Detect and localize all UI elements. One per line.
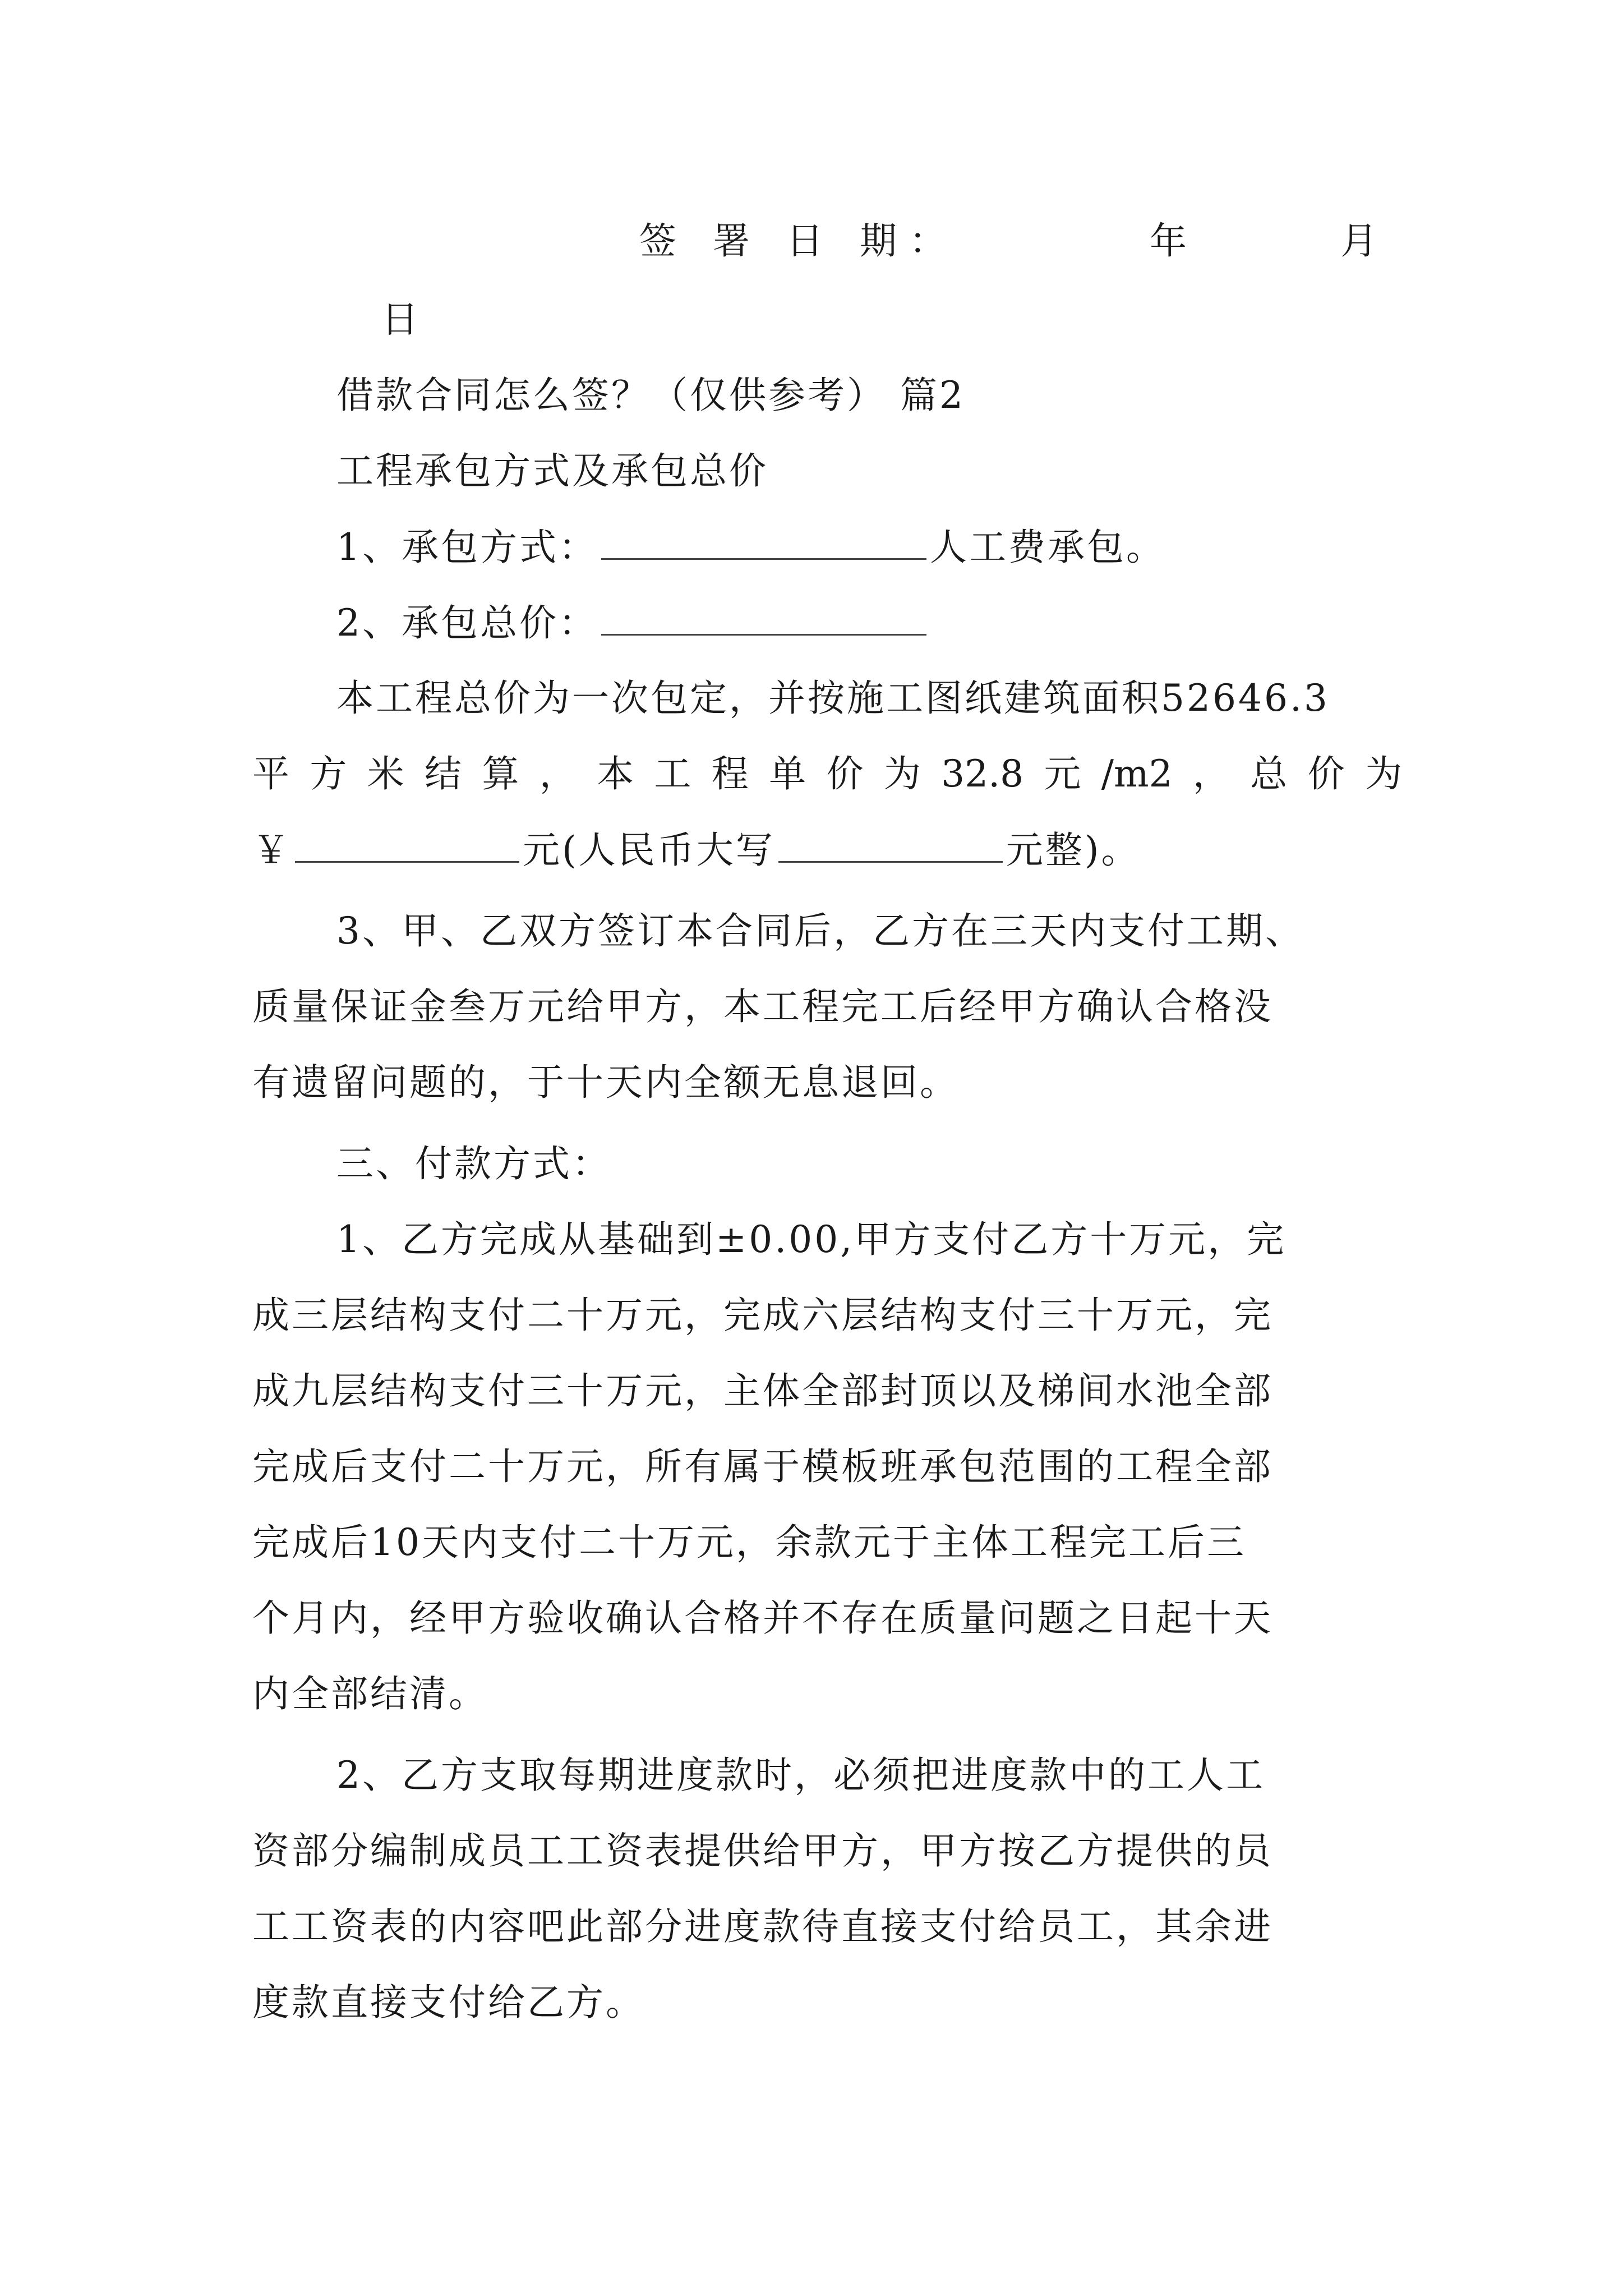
justified-word: 工 <box>654 752 691 795</box>
justified-word: 程 <box>711 752 749 795</box>
justified-word: 为 <box>1364 752 1402 795</box>
paragraph-deposit-line: 质量保证金叁万元给甲方，本工程完工后经甲方确认合格没 <box>252 985 1273 1028</box>
justified-word: 价 <box>826 752 864 795</box>
paragraph-progress-payment-line: 度款直接支付给乙方。 <box>252 1981 645 2024</box>
justified-word: /m2 <box>1101 752 1173 795</box>
signature-year-label: 年 <box>1150 219 1187 263</box>
justified-word: ， <box>1192 752 1230 795</box>
document-heading: 借款合同怎么签？（仅供参考） 篇2 <box>336 374 965 417</box>
justified-word: ， <box>539 752 577 795</box>
total-price-blank <box>601 600 926 636</box>
item-total-price-label: 2、承包总价： <box>336 601 598 645</box>
amount-words-suffix: 元整)。 <box>1006 829 1141 872</box>
justified-word: 本 <box>597 752 634 795</box>
justified-word: 总 <box>1250 752 1288 795</box>
item-contract-method <box>336 524 1486 569</box>
justified-word: 为 <box>883 752 921 795</box>
justified-word: 方 <box>310 752 347 795</box>
justified-word: 平 <box>252 752 289 795</box>
paragraph-progress-payment-line: 资部分编制成员工工资表提供给甲方，甲方按乙方提供的员 <box>252 1829 1273 1872</box>
justified-word: 结 <box>425 752 462 795</box>
justified-word: 算 <box>482 752 519 795</box>
justified-word: 单 <box>769 752 806 795</box>
item-total-price <box>336 600 1486 645</box>
paragraph-payment-line: 成三层结构支付二十万元，完成六层结构支付三十万元，完 <box>252 1294 1273 1337</box>
amount-figures-blank <box>295 827 519 863</box>
paragraph-total-line: 本工程总价为一次包定，并按施工图纸建筑面积52646.3 <box>336 677 1330 720</box>
amount-words-blank <box>778 827 1003 863</box>
paragraph-payment-line: 个月内，经甲方验收确认合格并不存在质量问题之日起十天 <box>252 1596 1273 1640</box>
paragraph-payment-line: 1、乙方完成从基础到±0.00,甲方支付乙方十万元，完 <box>336 1218 1287 1261</box>
item-contract-method-label: 1、承包方式： <box>336 526 598 569</box>
yuan-symbol: ￥ <box>252 829 292 872</box>
justified-word: 元 <box>1044 752 1081 795</box>
amount-words-label: 元(人民币大写 <box>523 829 775 872</box>
paragraph-payment-line: 完成后支付二十万元，所有属于模板班承包范围的工程全部 <box>252 1445 1273 1488</box>
paragraph-progress-payment-line: 工工资表的内容吧此部分进度款待直接支付给员工，其余进 <box>252 1905 1273 1948</box>
paragraph-payment-line: 内全部结清。 <box>252 1672 488 1715</box>
section-title: 工程承包方式及承包总价 <box>336 449 768 493</box>
paragraph-deposit-line: 有遗留问题的，于十天内全额无息退回。 <box>252 1061 959 1104</box>
paragraph-payment-line: 完成后10天内支付二十万元，余款元于主体工程完工后三 <box>252 1521 1246 1564</box>
signature-month-label: 月 <box>1340 219 1377 263</box>
signature-day-label: 日 <box>381 298 418 341</box>
contract-method-blank <box>601 524 926 560</box>
paragraph-total-line <box>252 752 1402 797</box>
justified-word: 32.8 <box>941 752 1024 795</box>
item-contract-method-suffix: 人工费承包。 <box>930 526 1165 569</box>
paragraph-deposit-line: 3、甲、乙双方签订本合同后，乙方在三天内支付工期、 <box>336 909 1304 953</box>
paragraph-total-line <box>252 827 1402 872</box>
section-payment-title: 三、付款方式： <box>336 1142 611 1185</box>
paragraph-payment-line: 成九层结构支付三十万元，主体全部封顶以及梯间水池全部 <box>252 1369 1273 1412</box>
justified-word: 价 <box>1307 752 1345 795</box>
signature-date-label: 签 署 日 期： <box>639 219 958 263</box>
paragraph-progress-payment-line: 2、乙方支取每期进度款时，必须把进度款中的工人工 <box>336 1754 1265 1797</box>
justified-word: 米 <box>367 752 404 795</box>
